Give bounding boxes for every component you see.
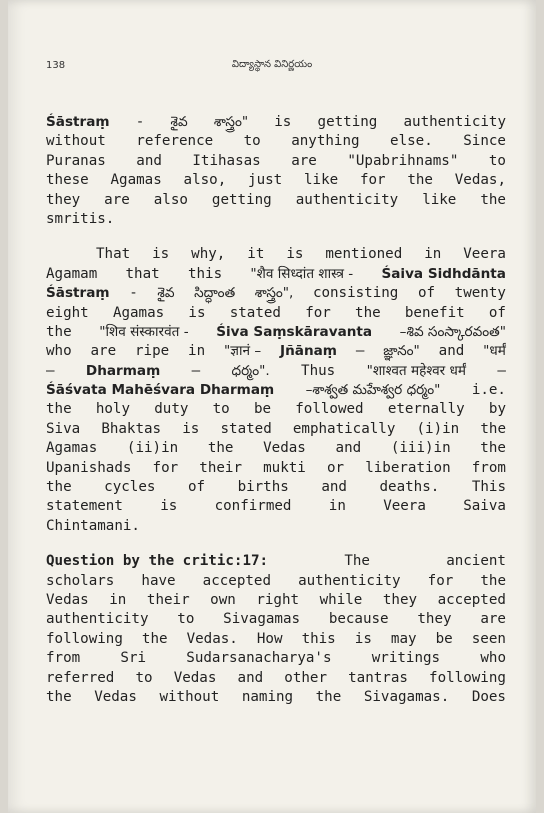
word: How <box>256 630 283 647</box>
word: are <box>291 152 317 169</box>
word: the <box>407 172 433 189</box>
word: is <box>274 114 292 130</box>
word: from <box>471 459 506 476</box>
word: these <box>46 172 89 189</box>
word: right <box>256 591 300 608</box>
word: to <box>488 152 506 169</box>
word: is <box>182 420 200 437</box>
word: the <box>46 688 72 705</box>
word: and <box>237 669 264 686</box>
word: Agamas <box>112 304 165 321</box>
word: it <box>247 246 265 263</box>
text-line <box>46 420 506 439</box>
word: this <box>187 265 223 282</box>
word: Siva <box>46 420 81 437</box>
word: emphatically <box>292 420 396 437</box>
text-line <box>46 191 506 210</box>
text-line <box>46 459 506 478</box>
running-title: విద్యాస్థాన వినిర్ణయం <box>231 59 313 70</box>
word: to <box>135 669 153 686</box>
text-line <box>46 669 506 688</box>
word: like <box>303 172 339 189</box>
word: tantras <box>348 669 408 686</box>
word: else. <box>390 133 433 150</box>
paragraph <box>46 552 506 707</box>
word: Bhaktas <box>101 420 162 437</box>
text-line <box>46 630 506 649</box>
word: like <box>422 191 457 208</box>
word: twenty <box>454 285 506 302</box>
text-line <box>46 152 506 171</box>
word: births <box>237 479 289 496</box>
word: "शिव संस्कारवंत - <box>99 323 189 340</box>
word: Thus <box>301 362 336 379</box>
page-number: 138 <box>46 60 66 71</box>
word: –శివ సంస్కారవంత" <box>399 323 506 340</box>
word: Sivagamas <box>223 611 301 628</box>
word: – <box>46 362 55 379</box>
word: scholars <box>46 572 115 589</box>
text-line <box>46 688 506 707</box>
word: also <box>153 191 188 208</box>
book-page <box>8 0 536 813</box>
word: – <box>355 343 365 360</box>
text-line <box>46 572 506 591</box>
text-line <box>46 113 506 132</box>
text-line <box>46 265 506 284</box>
word: deaths. <box>379 479 440 496</box>
word: anything <box>291 133 360 150</box>
word: – <box>497 362 506 379</box>
text-line <box>46 171 506 190</box>
word: Veera <box>383 498 426 515</box>
word: "Upabrihnams" <box>347 152 459 169</box>
word: mukti <box>263 459 306 476</box>
word: and <box>438 343 465 360</box>
word: of <box>488 304 506 321</box>
word: statement <box>46 498 123 515</box>
word: Agamam <box>46 265 98 282</box>
word: reference <box>136 133 214 150</box>
word: Vedas <box>173 669 217 686</box>
word: also, <box>183 172 227 189</box>
paragraph-gap <box>46 536 506 552</box>
word: and <box>321 479 347 496</box>
text-line <box>46 517 506 536</box>
text-line <box>46 245 506 264</box>
word: Dharmaṃ <box>85 362 161 379</box>
word: జ్ఞానం" <box>383 343 420 360</box>
word: "ज्ञानं – <box>224 343 262 360</box>
word: own <box>210 591 236 608</box>
word: of <box>187 479 206 496</box>
word: have <box>141 572 176 589</box>
word: their <box>146 591 190 608</box>
word: the <box>141 630 168 647</box>
word: is <box>152 246 170 263</box>
word: just <box>248 172 283 189</box>
word: they <box>382 591 418 608</box>
word: ధర్మం". <box>231 362 270 379</box>
word: the <box>207 440 234 457</box>
word: "शैव सिध्दांत शास्त्र - <box>250 265 354 282</box>
word: in <box>328 498 346 515</box>
word: Sivagamas. <box>363 688 450 705</box>
word: authenticity <box>46 611 149 628</box>
word: Jñānaṃ <box>280 343 337 360</box>
word: Sudarsanacharya's <box>186 650 332 667</box>
word: to <box>212 401 230 418</box>
word: holy <box>95 401 131 418</box>
paragraph-gap <box>46 229 506 245</box>
word: – <box>191 362 201 379</box>
text-line <box>46 591 506 610</box>
paragraph <box>46 113 506 229</box>
word: are <box>104 191 130 208</box>
word: Vedas <box>94 688 137 705</box>
word: Śaiva Sidhdānta <box>381 265 506 282</box>
text-line <box>46 610 506 629</box>
word: authenticity <box>403 114 506 130</box>
word: cycles <box>104 479 156 496</box>
word: Saiva <box>463 498 506 515</box>
word: who <box>46 343 72 360</box>
word: to <box>243 133 261 150</box>
text-line <box>46 552 506 571</box>
word: referred <box>46 669 115 686</box>
word: the <box>480 440 506 457</box>
word: శాస్త్రం", <box>254 285 294 302</box>
word: Śāstraṃ <box>46 285 110 302</box>
text-line <box>46 649 506 668</box>
word: the <box>480 191 506 208</box>
word: (ii)in <box>126 440 179 457</box>
word: be <box>435 630 453 647</box>
word: for <box>305 304 331 321</box>
word: by <box>488 401 506 418</box>
text-line <box>46 381 506 400</box>
word: smritis. <box>46 210 115 227</box>
word: Vedas, <box>454 172 506 189</box>
word: Vedas <box>46 591 89 608</box>
word: followed <box>295 401 364 418</box>
word: Śiva Saṃskāravanta <box>216 323 373 340</box>
word: in <box>424 246 442 263</box>
text-line <box>46 362 506 381</box>
paragraph <box>46 245 506 536</box>
word: శాస్త్రం" <box>213 114 249 130</box>
word: getting <box>317 114 378 130</box>
word: Veera <box>463 246 506 263</box>
word: the <box>480 420 506 437</box>
word: from <box>46 650 81 667</box>
word: seen <box>471 630 506 647</box>
word: ancient <box>446 553 506 570</box>
word: Vedas. <box>186 630 238 647</box>
word: is <box>354 630 372 647</box>
word: eight <box>46 304 89 321</box>
word: to <box>177 611 195 628</box>
word: duty <box>154 401 189 418</box>
text-line <box>46 284 506 303</box>
word: (i)in <box>416 420 460 437</box>
word: The <box>344 553 370 570</box>
word: accepted <box>202 572 272 589</box>
text-line <box>46 400 506 419</box>
word: authenticity <box>295 191 399 208</box>
word: the <box>480 572 506 589</box>
word: getting <box>211 191 272 208</box>
word: mentioned <box>325 246 403 263</box>
word: Since <box>463 133 506 150</box>
word: శైవ <box>157 285 175 302</box>
word: - <box>129 285 138 302</box>
word: the <box>355 304 381 321</box>
word: naming <box>241 688 294 705</box>
word: Chintamani. <box>46 517 140 534</box>
word: their <box>199 459 243 476</box>
word: other <box>284 669 327 686</box>
word: they <box>417 611 452 628</box>
word: for <box>359 172 386 189</box>
word: (iii)in <box>390 440 451 457</box>
word: are <box>90 343 117 360</box>
word: they <box>46 191 81 208</box>
word: Does <box>471 688 506 705</box>
page-header <box>8 58 536 78</box>
word: writings <box>371 650 441 667</box>
word: without <box>46 133 106 150</box>
page-body <box>46 113 506 707</box>
word: confirmed <box>214 498 292 515</box>
word: following <box>46 630 123 647</box>
word: and <box>136 152 162 169</box>
word: Agamas <box>46 440 98 457</box>
word: are <box>480 611 506 628</box>
word: eternally <box>387 401 465 418</box>
word: in <box>109 591 127 608</box>
word: stated <box>220 420 272 437</box>
word: Śāstraṃ <box>46 114 110 130</box>
word: the <box>46 323 72 340</box>
word: benefit <box>404 304 465 321</box>
word: liberation <box>365 459 451 476</box>
word: following <box>429 669 506 686</box>
word: is <box>286 246 304 263</box>
text-line <box>46 497 506 516</box>
word: without <box>159 688 220 705</box>
word: for <box>427 572 454 589</box>
word: or <box>326 459 345 476</box>
text-line <box>46 439 506 458</box>
word: the <box>46 479 72 496</box>
word: Śāśvata Mahēśvara Dharmaṃ <box>46 382 275 399</box>
word: ripe <box>135 343 170 360</box>
word: and <box>335 440 362 457</box>
word: this <box>301 630 336 647</box>
word: authenticity <box>298 572 401 589</box>
word: accepted <box>437 591 506 608</box>
word: of <box>417 285 436 302</box>
text-line <box>46 210 506 229</box>
word: may <box>390 630 417 647</box>
word: Vedas <box>263 440 306 457</box>
word: సిద్ధాంత <box>194 285 236 302</box>
word: That <box>96 246 131 263</box>
word: while <box>319 591 363 608</box>
text-line <box>46 342 506 361</box>
word: –శాశ్వత మహేశ్వర ధర్మం" <box>305 382 441 399</box>
word: - <box>135 114 145 130</box>
word: stated <box>229 304 281 321</box>
word: is <box>160 498 178 515</box>
word: the <box>315 688 342 705</box>
word: is <box>188 304 206 321</box>
text-line <box>46 132 506 151</box>
word: "धर्मं <box>483 343 506 360</box>
word: why, <box>191 246 226 263</box>
text-line <box>46 304 506 323</box>
word: for <box>152 459 179 476</box>
word: Sri <box>120 650 147 667</box>
text-line <box>46 478 506 497</box>
word: consisting <box>312 285 399 302</box>
word: Question by the critic:17: <box>46 553 269 570</box>
word: i.e. <box>471 382 506 399</box>
word: because <box>328 611 389 628</box>
text-line <box>46 323 506 342</box>
word: who <box>480 650 506 667</box>
word: Itihasas <box>192 152 261 169</box>
word: that <box>125 265 160 282</box>
word: be <box>253 401 272 418</box>
word: the <box>46 401 72 418</box>
word: శైవ <box>170 114 188 130</box>
word: Agamas <box>110 172 162 189</box>
word: in <box>188 343 206 360</box>
word: Puranas <box>46 152 106 169</box>
word: This <box>471 479 506 496</box>
word: "शाश्वत महेश्वर धर्मं <box>366 362 467 379</box>
word: Upanishads <box>46 459 132 476</box>
